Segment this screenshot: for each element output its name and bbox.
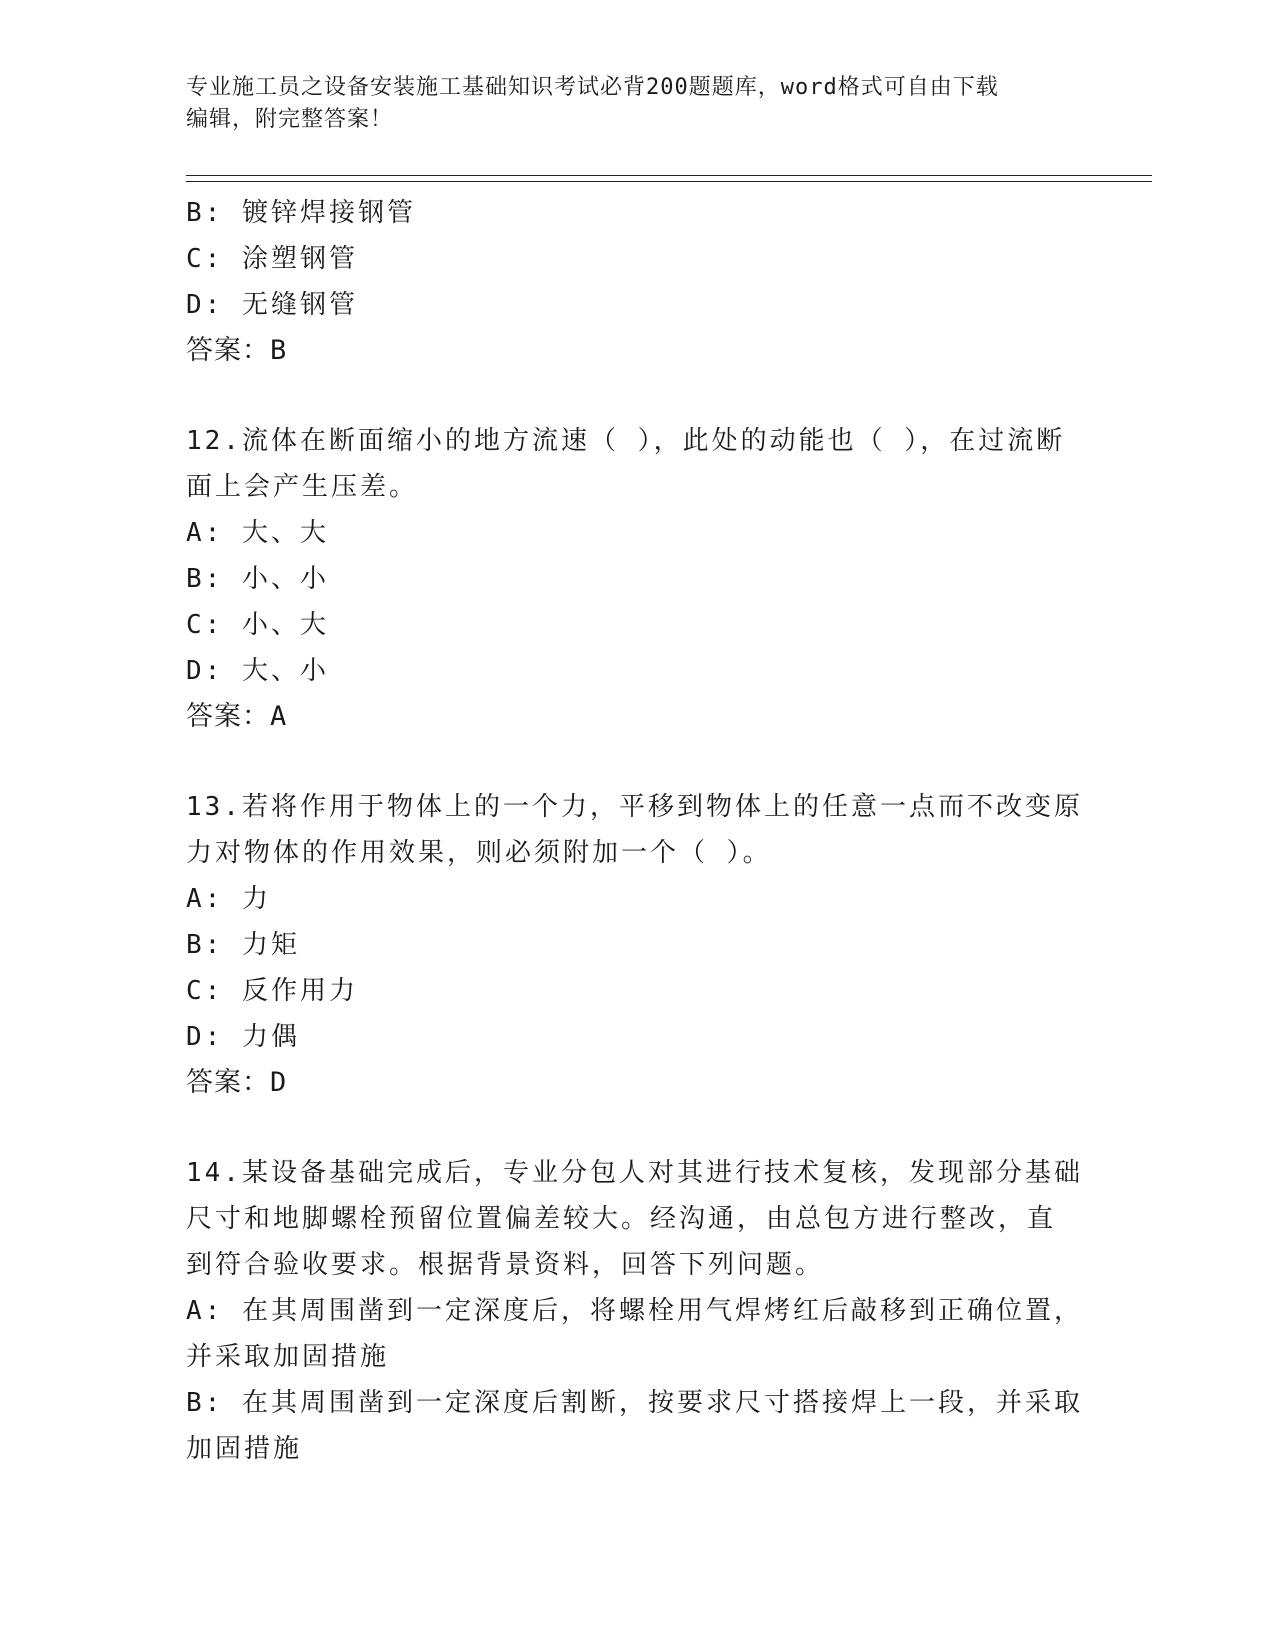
page-header [186,72,1066,136]
header-divider-top [186,175,1152,176]
option-b: B: 镀锌焊接钢管 [186,198,416,228]
spacer [186,740,1066,784]
question-stem-line-2: 力对物体的作用效果，则必须附加一个（ ）。 [186,838,772,868]
question-stem-line-1: 14.某设备基础完成后，专业分包人对其进行技术复核，发现部分基础 [186,1158,1083,1188]
option-b: B: 力矩 [186,930,300,960]
question-stem-line-3: 到符合验收要求。根据背景资料，回答下列问题。 [186,1250,825,1280]
option-a-line-2: 并采取加固措施 [186,1342,390,1372]
question-12 [186,418,1066,740]
answer-line: 答案：A [186,701,288,732]
option-c: C: 小、大 [186,610,329,640]
question-stem-line-1: 13.若将作用于物体上的一个力，平移到物体上的任意一点而不改变原 [186,792,1083,822]
question-11 [186,190,1066,374]
question-stem-line-2: 面上会产生压差。 [186,472,419,502]
header-title-line-2: 编辑，附完整答案！ [186,107,394,132]
question-13 [186,784,1083,1106]
option-b-line-2: 加固措施 [186,1434,303,1464]
option-a: A: 力 [186,884,271,914]
option-a: A: 大、大 [186,518,329,548]
question-list [186,190,1083,1472]
header-title-line-1: 专业施工员之设备安装施工基础知识考试必背200题题库，word格式可自由下载 [186,75,999,100]
option-a-line-1: A: 在其周围凿到一定深度后，将螺栓用气焊烤红后敲移到正确位置， [186,1296,1083,1326]
spacer [186,1106,1066,1150]
option-c: C: 反作用力 [186,976,358,1006]
question-stem-line-1: 12.流体在断面缩小的地方流速（ ），此处的动能也（ ），在过流断 [186,426,1066,456]
question-stem-line-2: 尺寸和地脚螺栓预留位置偏差较大。经沟通，由总包方进行整改，直 [186,1204,1057,1234]
option-c: C: 涂塑钢管 [186,244,358,274]
spacer [186,374,1066,418]
answer-line: 答案：D [186,1067,288,1098]
answer-line: 答案：B [186,335,288,366]
option-d: D: 大、小 [186,656,329,686]
option-b-line-1: B: 在其周围凿到一定深度后割断，按要求尺寸搭接焊上一段，并采取 [186,1388,1083,1418]
option-d: D: 力偶 [186,1022,300,1052]
option-b: B: 小、小 [186,564,329,594]
option-d: D: 无缝钢管 [186,290,358,320]
question-14 [186,1150,1083,1472]
header-divider-bottom [186,181,1152,182]
